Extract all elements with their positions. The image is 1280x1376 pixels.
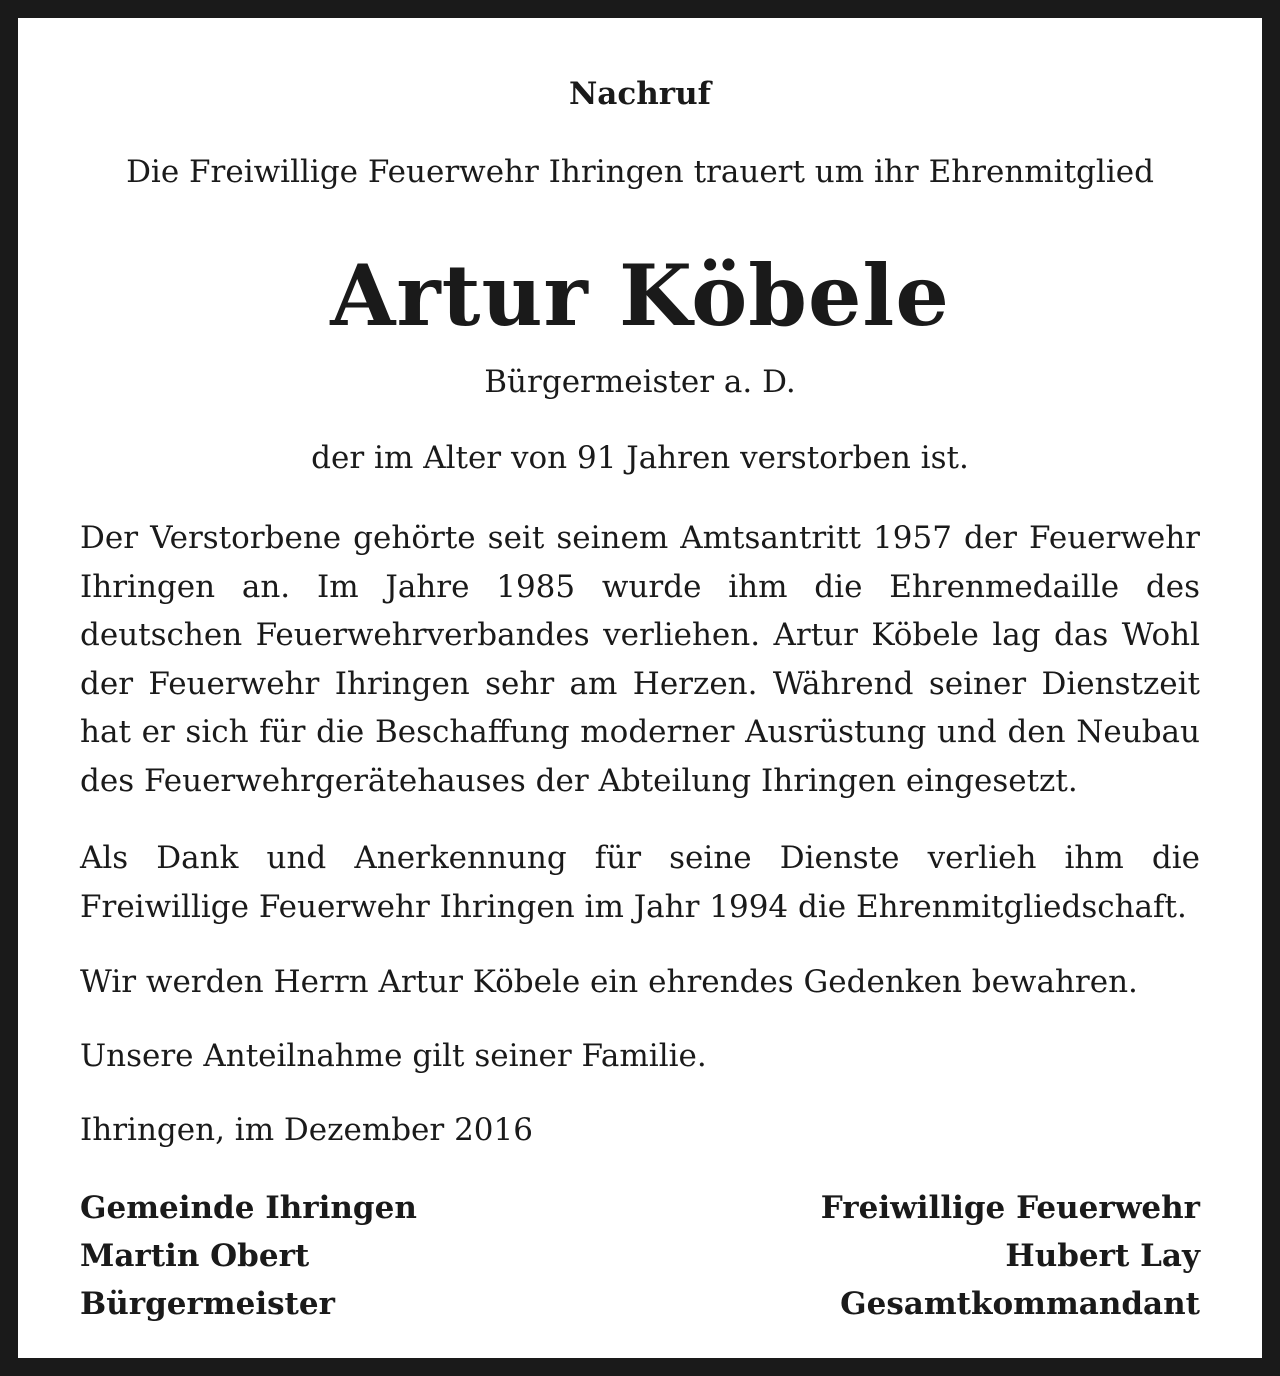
place-and-date: Ihringen, im Dezember 2016 — [80, 1112, 533, 1148]
signature-right-person: Hubert Lay — [1005, 1238, 1200, 1274]
signature-left-person: Martin Obert — [80, 1238, 310, 1274]
deceased-name: Artur Köbele — [330, 246, 950, 345]
signature-right-organization: Freiwillige Feuerwehr — [820, 1190, 1200, 1226]
signature-left-role: Bürgermeister — [80, 1286, 335, 1322]
signature-right — [821, 1184, 1200, 1328]
signature-right-role: Gesamtkommandant — [840, 1286, 1200, 1322]
notice-heading: Nachruf — [568, 76, 712, 112]
notice-intro: Die Freiwillige Feuerwehr Ihringen trauert um ihr Ehrenmitglied — [126, 154, 1154, 190]
signature-left — [80, 1184, 417, 1328]
paragraph-condolence: Unsere Anteilnahme gilt seiner Familie. — [80, 1038, 707, 1074]
age-line: der im Alter von 91 Jahren verstorben ist. — [311, 440, 969, 476]
deceased-title: Bürgermeister a. D. — [484, 364, 796, 400]
paragraph-remembrance: Wir werden Herrn Artur Köbele ein ehrendes Gedenken bewahren. — [80, 964, 1138, 1000]
paragraph-service-history: Der Verstorbene gehörte seit seinem Amtsantritt 1957 der Feuerwehr Ihringen an. Im Jahre 1985 wurde ihm die Ehrenmedaille des deutschen Feuerwehrverbandes verliehen. Artur Köbele lag das Wohl der Feuerwehr Ihringen sehr am Herzen. Während seiner Dienstzeit hat er sich für die Beschaffung moderner Ausrüstung und den Neubau des Feuerwehrgerätehauses der Abteilung Ihringen eingesetzt. — [80, 520, 1200, 799]
signature-left-organization: Gemeinde Ihringen — [80, 1190, 417, 1226]
paragraph-honorary-membership: Als Dank und Anerkennung für seine Dienste verlieh ihm die Freiwillige Feuerwehr Ihringen im Jahr 1994 die Ehrenmitgliedschaft. — [80, 840, 1200, 925]
notice-content — [80, 18, 1200, 1358]
